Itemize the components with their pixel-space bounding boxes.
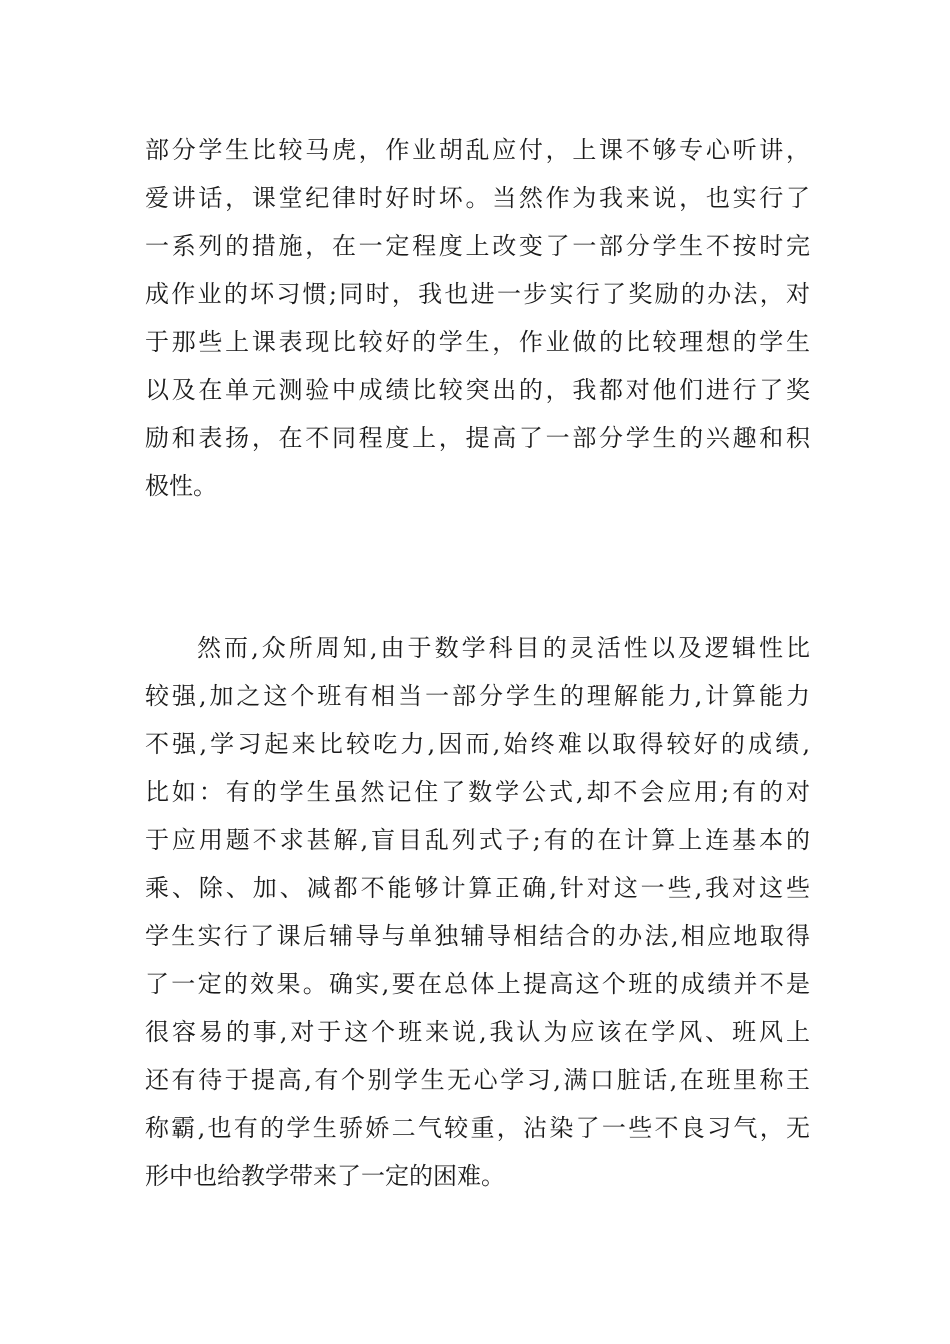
text-line: 极性。 xyxy=(145,472,217,500)
text-line: 部分学生比较马虎，作业胡乱应付，上课不够专心听讲， xyxy=(145,136,810,164)
text-line: 乘、除、加、减都不能够计算正确,针对这一些,我对这些 xyxy=(145,874,810,902)
text-line: 比如：有的学生虽然记住了数学公式,却不会应用;有的对 xyxy=(145,778,810,806)
text-line: 还有待于提高,有个别学生无心学习,满口脏话,在班里称王 xyxy=(145,1066,810,1094)
text-line: 较强,加之这个班有相当一部分学生的理解能力,计算能力 xyxy=(145,682,810,710)
text-line: 于那些上课表现比较好的学生，作业做的比较理想的学生 xyxy=(145,328,810,356)
text-line: 一系列的措施，在一定程度上改变了一部分学生不按时完 xyxy=(145,232,810,260)
text-line: 了一定的效果。确实,要在总体上提高这个班的成绩并不是 xyxy=(145,970,810,998)
text-line: 很容易的事,对于这个班来说,我认为应该在学风、班风上 xyxy=(145,1018,810,1046)
text-line: 形中也给教学带来了一定的困难。 xyxy=(145,1162,505,1190)
text-line: 称霸,也有的学生骄娇二气较重，沾染了一些不良习气，无 xyxy=(145,1114,810,1142)
paragraph-2 xyxy=(145,624,810,1200)
text-line: 学生实行了课后辅导与单独辅导相结合的办法,相应地取得 xyxy=(145,922,810,950)
text-line: 然而,众所周知,由于数学科目的灵活性以及逻辑性比 xyxy=(197,634,810,662)
text-line: 励和表扬，在不同程度上，提高了一部分学生的兴趣和积 xyxy=(145,424,810,452)
text-line: 不强,学习起来比较吃力,因而,始终难以取得较好的成绩, xyxy=(145,730,810,758)
text-line: 成作业的坏习惯;同时，我也进一步实行了奖励的办法，对 xyxy=(145,280,810,308)
text-line: 爱讲话，课堂纪律时好时坏。当然作为我来说，也实行了 xyxy=(145,184,810,212)
paragraph-1 xyxy=(145,126,810,510)
text-line: 于应用题不求甚解,盲目乱列式子;有的在计算上连基本的 xyxy=(145,826,810,854)
text-line: 以及在单元测验中成绩比较突出的，我都对他们进行了奖 xyxy=(145,376,810,404)
